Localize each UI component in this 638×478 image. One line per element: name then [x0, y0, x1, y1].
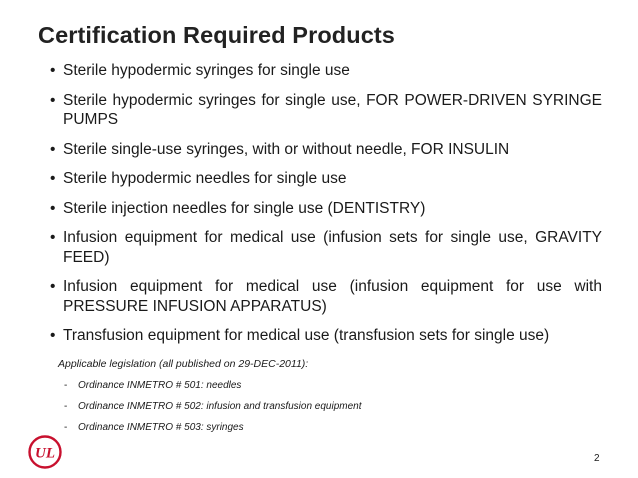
ordinance-item — [64, 379, 362, 392]
dash-marker: - — [64, 380, 68, 391]
ordinance-item — [64, 421, 362, 434]
product-item: • Sterile hypodermic syringes for single use, FOR POWER-DRIVEN SYRINGE PUMPS — [50, 91, 602, 130]
product-list — [50, 61, 602, 356]
ul-logo-svg — [28, 435, 62, 469]
slide-title: Certification Required Products — [38, 22, 395, 48]
ul-logo-icon — [28, 435, 62, 469]
product-item: • Sterile hypodermic needles for single use — [50, 169, 602, 189]
ordinance-item — [64, 400, 362, 413]
product-item: • Sterile injection needles for single use (DENTISTRY) — [50, 199, 602, 219]
product-item: • Transfusion equipment for medical use (transfusion sets for single use) — [50, 326, 602, 346]
ordinance-text: Ordinance INMETRO # 503: syringes — [78, 422, 244, 433]
ul-logo-text: UL — [35, 445, 55, 462]
product-item: • Sterile single-use syringes, with or without needle, FOR INSULIN — [50, 140, 602, 160]
ordinance-list — [64, 379, 362, 442]
dash-marker: - — [64, 401, 68, 412]
dash-marker: - — [64, 422, 68, 433]
page-number: 2 — [594, 453, 600, 464]
product-item: • Infusion equipment for medical use (infusion equipment for use with PRESSURE INFUSION APPARATUS) — [50, 277, 602, 316]
ordinance-text: Ordinance INMETRO # 502: infusion and transfusion equipment — [78, 401, 362, 412]
product-item: • Sterile hypodermic syringes for single use — [50, 61, 602, 81]
legislation-heading: Applicable legislation (all published on 29-DEC-2011): — [58, 358, 309, 370]
ordinance-text: Ordinance INMETRO # 501: needles — [78, 380, 242, 391]
product-item: • Infusion equipment for medical use (infusion sets for single use, GRAVITY FEED) — [50, 228, 602, 267]
